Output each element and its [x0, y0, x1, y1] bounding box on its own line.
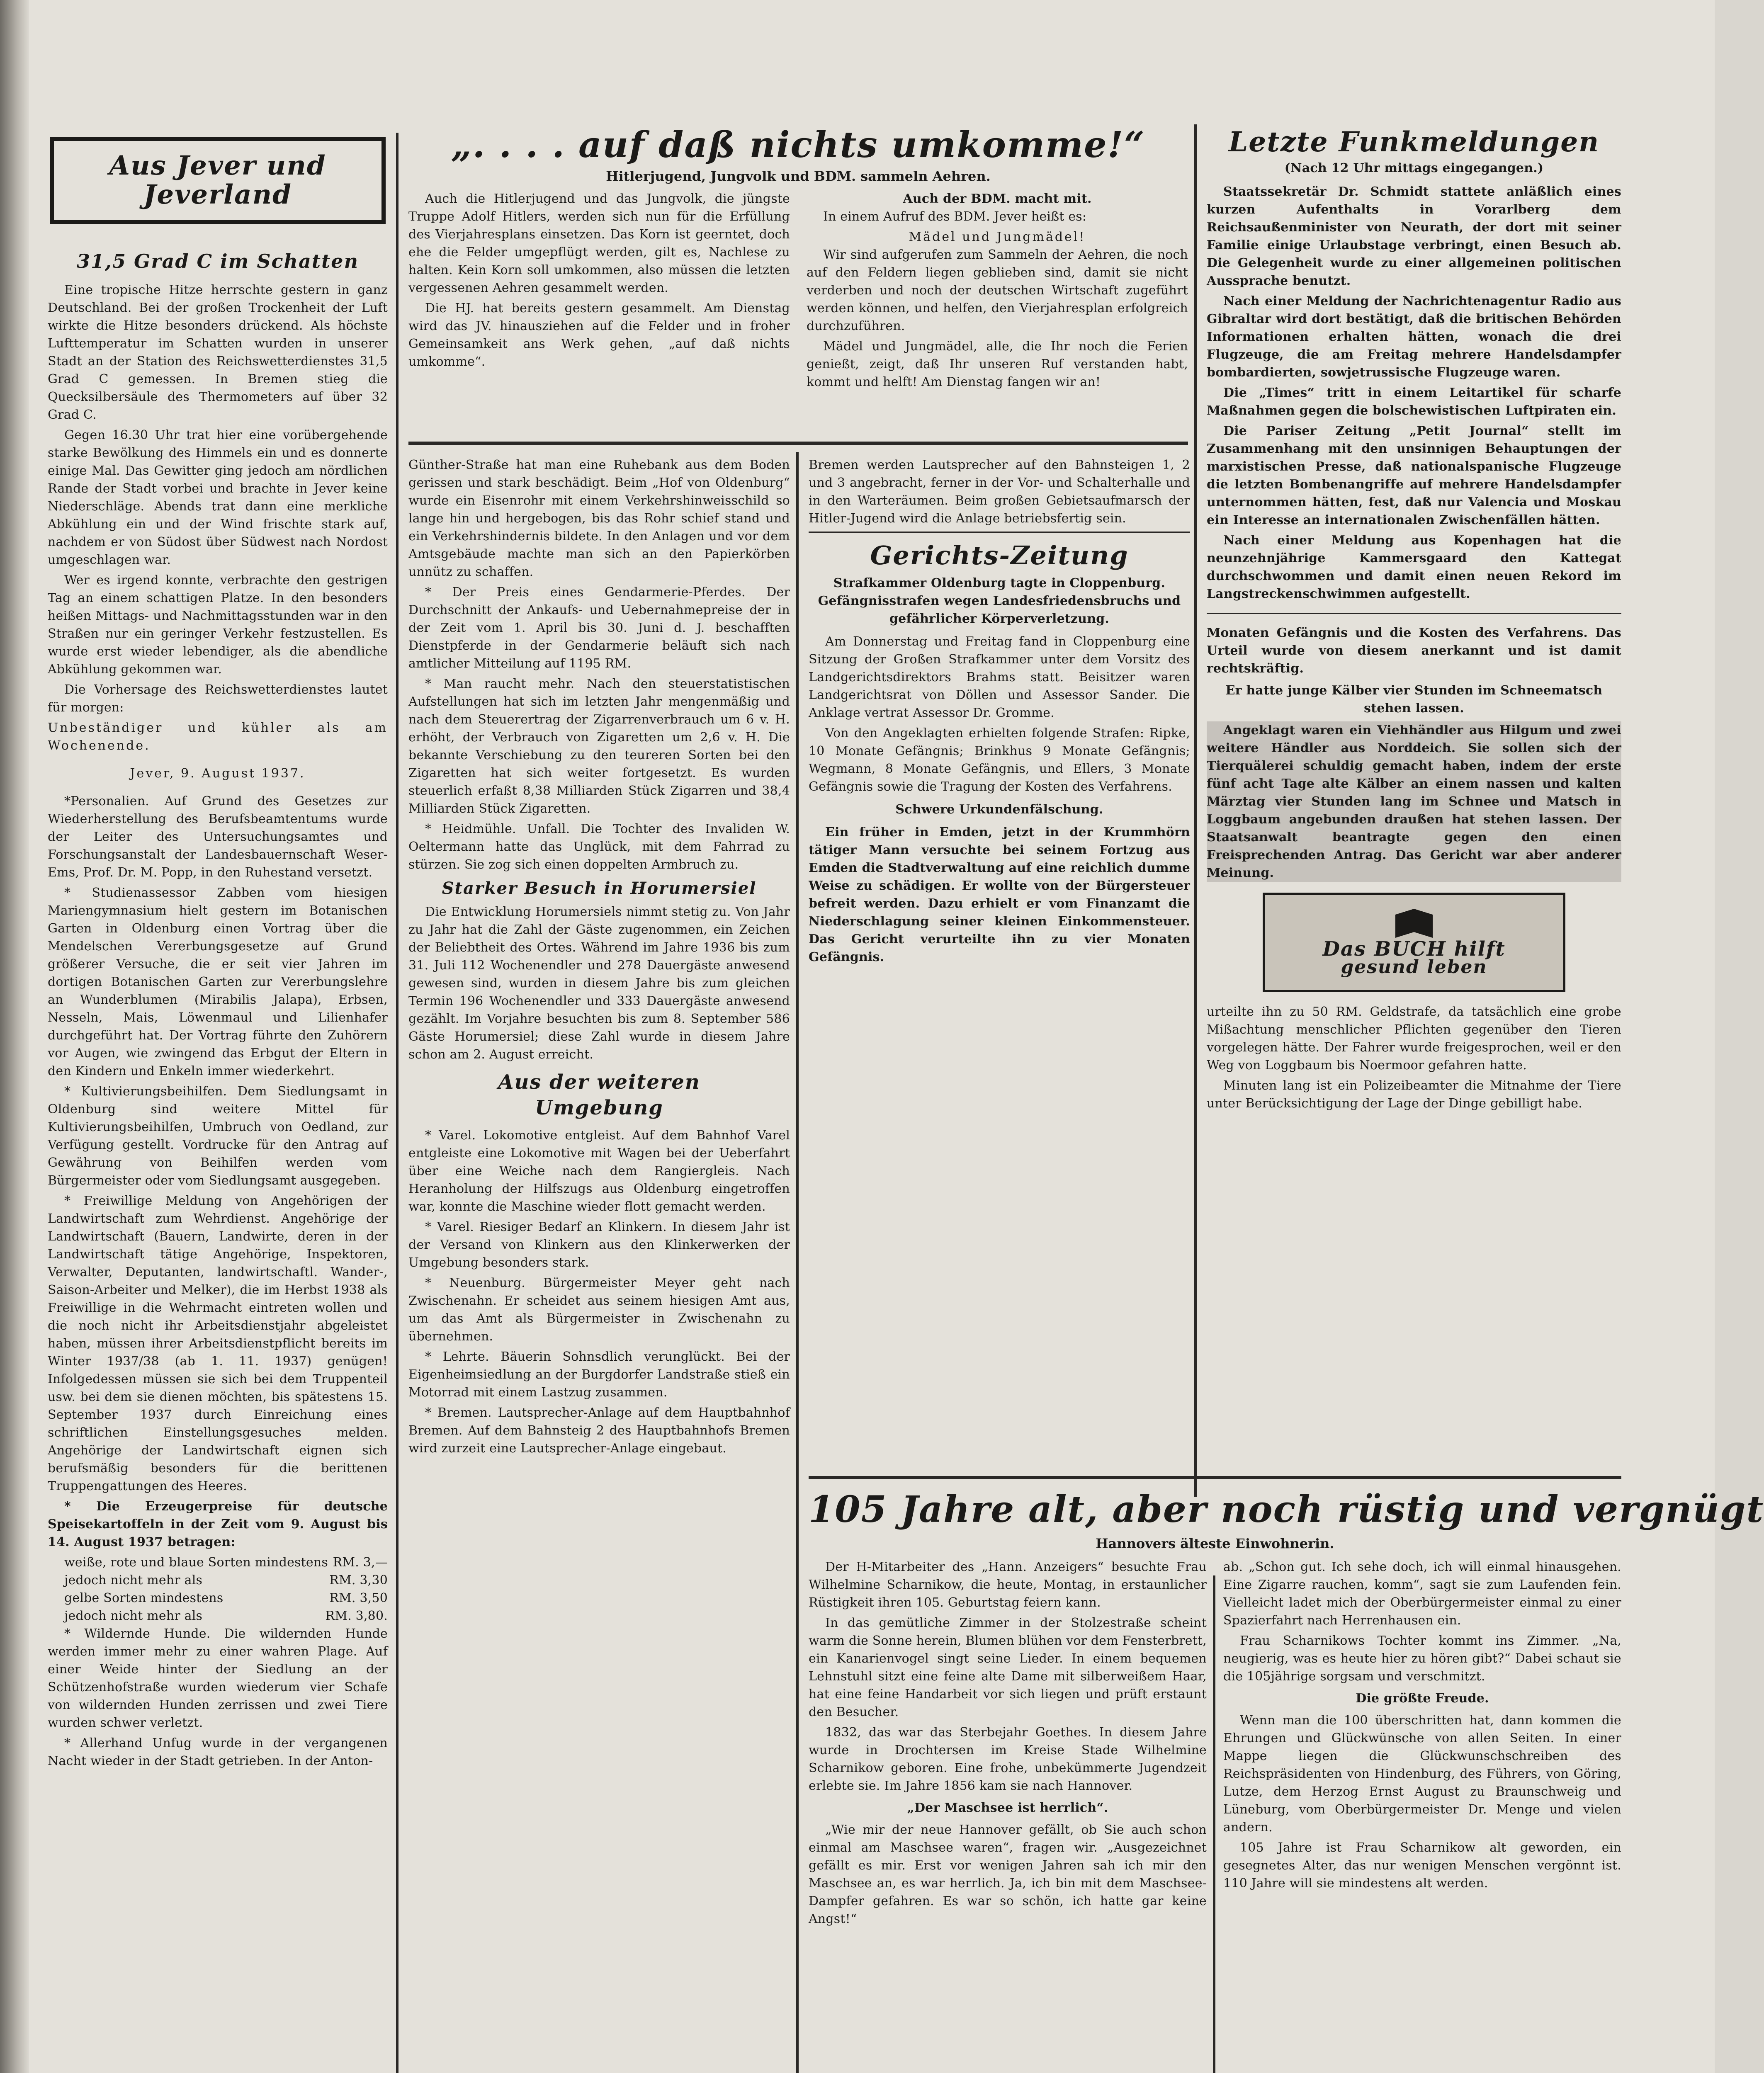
price-value: RM. 3,50 — [329, 1591, 388, 1605]
court-paragraph: Von den Angeklagten erhielten folgende Strafen: Ripke, 10 Monate Gefängnis; Brinkhus 9 Monate Gefängnis; Wegmann, 8 Monate Gefängnis, und Ellers, 3 Monate Gefängnis sowie die Tragung der Kosten des Verfahrens. — [809, 726, 1190, 794]
book-binding-edge — [0, 0, 29, 2073]
local-item: * Heidmühle. Unfall. Die Tochter des Invaliden W. Oeltermann hatte das Unglück, mit dem Fahrrad zu stürzen. Sie zog sich einen doppelten Armbruch zu. — [408, 822, 790, 872]
heat-headline: 31,5 Grad C im Schatten — [76, 250, 359, 272]
court-paragraph: Minuten lang ist ein Polizeibeamter die Mitnahme der Tiere unter Berücksichtigung der Lage der Dinge gebilligt habe. — [1207, 1078, 1621, 1111]
section-rule — [809, 1476, 1621, 1479]
divider — [1207, 613, 1621, 614]
news-flash: Nach einer Meldung der Nachrichtenagentur Radio aus Gibraltar wird dort bestätigt, daß die britischen Behörden Informationen erhalten hätten, wonach die drei Flugzeuge, die am Freitag mehrere Handelsdampfer bombardierten, sowjetrussische Flugzeuge waren. — [1207, 294, 1621, 380]
story-col-right — [807, 190, 1188, 393]
story-paragraph: Auch die Hitlerjugend und das Jungvolk, die jüngste Truppe Adolf Hitlers, werden sich nun für die Erfüllung des Vierjahresplans einsetzen. Das Korn ist geerntet, doch ehe die Felder umgepflügt werden, gilt es, Nachlese zu halten. Kein Korn soll umkommen, also müssen die letzten vergessenen Aehren gesammelt werden. — [408, 192, 790, 295]
section-headline: Letzte Funkmeldungen — [1228, 126, 1600, 158]
heat-paragraph: Gegen 16.30 Uhr trat hier eine vorübergehende starke Bewölkung des Himmels ein und es donnerte einige Mal. Das Gewitter ging jedoch am nördlichen Rande der Stadt vorbei und brachte in Jever keine Niederschläge. Abends trat dann eine merkliche Abkühlung ein und der Wind frischte stark auf, nachdem er von Südost über Südwest nach Nordost umgeschlagen war. — [48, 428, 388, 567]
story-headline: „. . . . auf daß nichts umkomme!“ — [451, 124, 1145, 166]
story-col-right — [1223, 1558, 1621, 1930]
story-paragraph: Der H-Mitarbeiter des „Hann. Anzeigers“ besuchte Frau Wilhelmine Scharnikow, die heute, Montag, in erstaunlicher Rüstigkeit ihren 105. Geburtstag feiern kann. — [809, 1560, 1207, 1610]
story-paragraph: ab. „Schon gut. Ich sehe doch, ich will einmal hinausgehen. Eine Zigarre rauchen, komm“, sagt sie zum Laufenden fein. Vielleicht ladet mich der Oberbürgermeister einmal zu einer Spazierfahrt nach Herrenhausen ein. — [1223, 1560, 1621, 1628]
dateline: Jever, 9. August 1937. — [130, 766, 306, 781]
column-rule — [1194, 124, 1197, 1497]
column-1 — [48, 249, 388, 2073]
heat-paragraph: Eine tropische Hitze herrschte gestern in ganz Deutschland. Bei der großen Trockenheit der Luft wirkte die Hitze besonders drückend. Als höchste Lufttemperatur im Schatten wurden in unserer Stadt an der Station des Reichswetterdienstes 31,5 Grad C gemessen. In Bremen stieg die Quecksilbersäule des Thermometers auf über 32 Grad C. — [48, 283, 388, 422]
advert-text: gesund leben — [1341, 956, 1487, 978]
section-headline: Gerichts-Zeitung — [870, 540, 1129, 570]
book-icon — [1395, 909, 1433, 938]
story-paragraph: Mädel und Jungmädel, alle, die Ihr noch die Ferien genießt, zeigt, daß Ihr unseren Ruf verstanden habt, kommt und helft! Am Dienstag fangen wir an! — [807, 339, 1188, 389]
section-subhead: Er hatte junge Kälber vier Stunden im Schneematsch stehen lassen. — [1225, 683, 1603, 716]
price-value: RM. 3,80. — [325, 1609, 388, 1623]
story-subhead: „Der Maschsee ist herrlich“. — [907, 1801, 1108, 1815]
center-top-story — [408, 124, 1188, 439]
story-subhead: Die größte Freude. — [1356, 1691, 1489, 1706]
price-row — [64, 1554, 388, 1571]
local-item: * Lehrte. Bäuerin Sohnsdlich verunglückt. Bei der Eigenheimsiedlung an der Burgdorfer Landstraße stieß ein Motorrad mit einem Lastzug zusammen. — [408, 1350, 790, 1400]
local-item: Bremen werden Lautsprecher auf den Bahnsteigen 1, 2 und 3 angebracht, ferner in der Vor- und Schalterhalle und in den Warteräumen. Beim großen Gebietsaufmarsch der Hitler-Jugend wird die Anlage betriebsfertig sein. — [809, 458, 1190, 526]
divider — [809, 532, 1190, 533]
story-paragraph: Wenn man die 100 überschritten hat, dann kommen die Ehrungen und Glückwünsche von allen Seiten. In einer Mappe liegen die Glückwunschschreiben des Reichspräsidenten von Hindenburg, des Führers, von Göring, Lutze, dem Herzog Ernst August zu Braunschweig und Lüneburg, vom Oberbürgermeister Dr. Menge und vielen andern. — [1223, 1713, 1621, 1835]
column-right — [1207, 124, 1621, 1497]
story-paragraph: 1832, das war das Sterbejahr Goethes. In diesem Jahre wurde in Drochtersen im Kreise Stade Wilhelmine Scharnikow geboren. Eine frohe, unbekümmerte Jugendzeit erlebte sie. Im Jahre 1856 kam sie nach Hannover. — [809, 1725, 1207, 1793]
local-item: * Varel. Lokomotive entgleist. Auf dem Bahnhof Varel entgleiste eine Lokomotive mit Wagen bei der Ueberfahrt über eine Weiche nach dem Rangiergleis. Nach Heranholung der Hilfszugs aus Oldenburg eingetroffen war, konnte die Maschine wieder flott gemacht werden. — [408, 1128, 790, 1214]
column-3 — [809, 456, 1190, 1517]
heat-paragraph: Die Vorhersage des Reichswetterdienstes lautet für morgen: — [48, 682, 388, 715]
section-subhead: Schwere Urkundenfälschung. — [895, 802, 1103, 817]
story-paragraph: „Wie mir der neue Hannover gefällt, ob Sie auch schon einmal am Maschsee waren“, fragen wir. „Ausgezeichnet gefällt es mir. Erst vor wenigen Jahren sah ich mir den Maschsee an, es war herrlich. Ja, ich bin mit dem Maschsee-Dampfer gefahren. Es war so schön, ich hatte gar keine Angst!“ — [809, 1823, 1207, 1926]
price-row — [64, 1607, 388, 1625]
price-value: RM. 3,— — [333, 1555, 388, 1570]
section-subhead: Gefängnisstrafen wegen Landesfriedensbruchs und gefährlicher Körperverletzung. — [818, 594, 1181, 626]
column-rule — [796, 452, 799, 2073]
local-item: * Freiwillige Meldung von Angehörigen der Landwirtschaft zum Wehrdienst. Angehörige der Landwirtschaft (Bauern, Landwirte, deren in der Landwirtschaft tätige Angehörige, Inspektoren, Verwalter, Deputanten, landwirtschaftl. Wander-, Saison-Arbeiter und Melker), die im Herbst 1938 als Freiwillige in die Wehrmacht eintreten wollen und die noch nicht ihr Arbeitsdienstjahr abgeleistet haben, müssen ihrer Arbeitsdienstpflicht bereits im Winter 1937/38 (ab 1. 11. 1937) genügen! Infolgedessen müssen sie sich bei dem Truppenteil usw. bei dem sie dienen möchten, bis spätestens 15. September 1937 durch Einreichung eines schriftlichen Einstellungsgesuches melden. Angehörige der Landwirtschaft eignen sich berufsmäßig besonders für die berittenen Truppengattungen des Heeres. — [48, 1194, 388, 1493]
price-row — [64, 1571, 388, 1589]
story-paragraph: Mädel und Jungmädel! — [909, 230, 1086, 244]
story-paragraph: 105 Jahre ist Frau Scharnikow alt geworden, ein gesegnetes Alter, das nur wenigen Menschen vergönnt ist. 110 Jahre will sie mindestens alt werden. — [1223, 1840, 1621, 1891]
court-paragraph: urteilte ihn zu 50 RM. Geldstrafe, da tatsächlich eine grobe Mißachtung menschlicher Pflichten gegenüber den Tieren vorgelegen hätte. Der Fahrer wurde freigesprochen, weil er den Weg von Loggbaum bis Noermoor gefahren hatte. — [1207, 1005, 1621, 1073]
local-item: * Bremen. Lautsprecher-Anlage auf dem Hauptbahnhof Bremen. Auf dem Bahnsteig 2 des Hauptbahnhofs Bremen wird zurzeit eine Lautsprecher-Anlage eingebaut. — [408, 1405, 790, 1456]
price-value: RM. 3,30 — [329, 1573, 388, 1588]
heat-forecast: Unbeständiger und kühler als am Wochenende. — [48, 721, 388, 753]
price-label: jedoch nicht mehr als — [64, 1609, 203, 1623]
local-item: * Studienassessor Zabben vom hiesigen Mariengymnasium hielt gestern im Botanischen Garten in Oldenburg einen Vortrag über die Mendelschen Vererbungsgesetze auf Grund größerer Versuche, die er seit vier Jahren im dortigen Botanischen Garten zur Vererbungslehre an Wunderblumen (Mirabilis Jalapa), Erbsen, Nesseln, Mais, Löwenmaul und Lilienhafer durchgeführt hat. Der Vortrag führte den Zuhörern vor Augen, wie zwingend das Erbgut der Eltern in den Kindern und Enkeln immer wiederkehrt. — [48, 886, 388, 1078]
book-advert — [1263, 893, 1565, 992]
story-headline: 105 Jahre alt, aber noch rüstig und vergnügt — [809, 1488, 1764, 1531]
advert-text: Das BUCH hilft — [1322, 937, 1506, 961]
court-paragraph: Ein früher in Emden, jetzt in der Krummhörn tätiger Mann versuchte bei seinem Fortzug aus Emden die Stadtverwaltung auf eine reichlich dumme Weise zu schädigen. Er wollte von der Bürgersteuer befreit werden. Dazu erhielt er vom Finanzamt die Niederschlagung seiner kleinen Einkommensteuer. Das Gericht verurteilte ihn zu vier Monaten Gefängnis. — [809, 825, 1190, 964]
story-col-left — [408, 190, 790, 393]
story-paragraph: In das gemütliche Zimmer in der Stolzestraße scheint warm die Sonne herein, Blumen blühen vor dem Fensterbrett, ein Kanarienvogel singt seine Lieder. In einem bequemen Lehnstuhl sitzt eine feine alte Dame mit silberweißem Haar, hat eine feine Handarbeit vor sich liegen und prüft erstaunt den Besucher. — [809, 1616, 1207, 1719]
local-item: * Neuenburg. Bürgermeister Meyer geht nach Zwischenahn. Er scheidet aus seinem hiesigen Amt aus, um das Amt als Bürgermeister in Zwischenahn zu übernehmen. — [408, 1276, 790, 1344]
local-item: * Die Erzeugerpreise für deutsche Speisekartoffeln in der Zeit vom 9. August bis 14. August 1937 betragen: — [48, 1499, 388, 1549]
local-item: * Allerhand Unfug wurde in der vergangenen Nacht wieder in der Stadt getrieben. In der Anton- — [48, 1736, 388, 1768]
story-subhead: Auch der BDM. macht mit. — [903, 192, 1092, 206]
news-flash: Nach einer Meldung aus Kopenhagen hat die neunzehnjährige Kammersgaard den Kattegat durchschwommen und damit einen neuen Rekord im Langstreckenschwimmen aufgestellt. — [1207, 533, 1621, 601]
section-headline: Aus der weiteren Umgebung — [498, 1070, 700, 1119]
local-item: Die Entwicklung Horumersiels nimmt stetig zu. Von Jahr zu Jahr hat die Zahl der Gäste zugenommen, ein Zeichen der Beliebtheit des Ortes. Während im Jahre 1936 bis zum 31. Juli 112 Wochenendler und 278 Dauergäste anwesend gewesen sind, wurden in diesem Jahre bis zum gleichen Termin 196 Wochenendler und 333 Dauergäste anwesend gezählt. Im Vorjahre besuchten bis zum 8. September 586 Gäste Horumersiel; diese Zahl wurde in diesem Jahre schon am 2. August erreicht. — [408, 905, 790, 1062]
news-flash: Die „Times“ tritt in einem Leitartikel für scharfe Maßnahmen gegen die bolschewistischen Luftpiraten ein. — [1207, 386, 1621, 418]
court-paragraph: Angeklagt waren ein Viehhändler aus Hilgum und zwei weitere Händler aus Norddeich. Sie sollen sich der Tierquälerei schuldig gemacht haben, indem der erste fünf acht Tage alte Kälber an einem nassen und kalten Märztag vier Stunden lang im Schnee und Matsch in Loggbaum angebunden draußen hat stehen lassen. Der Staatsanwalt beantragte gegen den einen Freisprechenden Antrag. Das Gericht war aber anderer Meinung. — [1207, 721, 1621, 882]
story-paragraph: Die HJ. hat bereits gestern gesammelt. Am Dienstag wird das JV. hinausziehen auf die Felder und in froher Gemeinsamkeit ans Werk gehen, „auf daß nichts umkomme“. — [408, 301, 790, 369]
local-item: * Varel. Riesiger Bedarf an Klinkern. In diesem Jahr ist der Versand von Klinkern aus den Klinkerwerken der Umgebung besonders stark. — [408, 1220, 790, 1270]
local-item: Günther-Straße hat man eine Ruhebank aus dem Boden gerissen und stark beschädigt. Beim „Hof von Oldenburg“ wurde ein Eisenrohr mit einem Verkehrshinweisschild so lange hin und hergebogen, bis das Rohr schief stand und ein Verkehrshindernis bildete. In den Anlagen und vor dem Amtsgebäude machte man sich an den Papierkörben unnütz zu schaffen. — [408, 458, 790, 579]
price-label: jedoch nicht mehr als — [64, 1573, 203, 1588]
masthead-box — [50, 137, 386, 224]
local-item: *Personalien. Auf Grund des Gesetzes zur Wiederherstellung des Berufsbeamtentums wurde der Leiter des Untersuchungsamtes und Forschungsanstalt der Landesbauernschaft Weser-Ems, Prof. Dr. M. Popp, in den Ruhestand versetzt. — [48, 794, 388, 880]
local-item: * Man raucht mehr. Nach den steuerstatistischen Aufstellungen hat sich im letzten Jahr mengenmäßig und nach dem Steuerertrag der Zigarrenverbrauch um 6 v. H. erhöht, der Verbrauch von Zigaretten um 2,6 v. H. Die bekannte Verschiebung zu den teureren Sorten bei den Zigaretten hat sich weiter fortgesetzt. Es wurden steuerlich erfaßt 8,38 Milliarden Stück Zigarren und 38,4 Milliarden Stück Zigaretten. — [408, 677, 790, 816]
column-rule — [396, 133, 398, 2073]
price-label: weiße, rote und blaue Sorten mindestens — [64, 1555, 328, 1570]
section-subhead: Strafkammer Oldenburg tagte in Cloppenburg. — [833, 576, 1166, 590]
price-table — [48, 1554, 388, 1625]
section-rule — [408, 442, 1188, 445]
news-flash: Die Pariser Zeitung „Petit Journal“ stellt im Zusammenhang mit den unsinnigen Behauptungen der marxistischen Presse, daß nationalspanische Flugzeuge die letzten Bombenangriffe auf mehrere Handelsdampfer unternommen hätten, fest, daß nur Valencia und Moskau ein Interesse an internationalen Zwischenfällen hätten. — [1207, 424, 1621, 527]
story-col-left — [809, 1558, 1207, 1930]
story-paragraph: In einem Aufruf des BDM. Jever heißt es: — [823, 209, 1087, 224]
story-subheadline: Hannovers älteste Einwohnerin. — [1096, 1536, 1334, 1551]
price-row — [64, 1589, 388, 1607]
section-headline: Starker Besuch in Horumersiel — [442, 879, 757, 898]
column-2 — [408, 456, 790, 2073]
court-paragraph: Monaten Gefängnis und die Kosten des Verfahrens. Das Urteil wurde von diesem anerkannt und ist damit rechtskräftig. — [1207, 626, 1621, 676]
section-subhead: (Nach 12 Uhr mittags eingegangen.) — [1284, 161, 1544, 175]
story-subheadline: Hitlerjugend, Jungvolk und BDM. sammeln Aehren. — [606, 168, 991, 184]
story-columns — [408, 190, 1188, 393]
story-paragraph: Frau Scharnikows Tochter kommt ins Zimmer. „Na, neugierig, was es heute hier zu hören gibt?“ Dabei schaut sie die 105jährige sorgsam und verschmitzt. — [1223, 1634, 1621, 1684]
column-rule — [1213, 1575, 1215, 2073]
masthead-title: Aus Jever und Jeverland — [109, 150, 326, 210]
local-item: * Der Preis eines Gendarmerie-Pferdes. Der Durchschnitt der Ankaufs- und Uebernahmepreise der in der Zeit vom 1. April bis 30. Juni d. J. beschafften Dienstpferde in der Gendarmerie beläuft sich nach amtlicher Mitteilung auf 1195 RM. — [408, 585, 790, 671]
heat-paragraph: Wer es irgend konnte, verbrachte den gestrigen Tag an einem schattigen Platze. In den besonders heißen Mittags- und Nachmittagsstunden war in den Straßen nur ein geringer Verkehr festzustellen. Es wurde erst wieder lebendiger, als die abendliche Abkühlung gekommen war. — [48, 573, 388, 677]
story-paragraph: Wir sind aufgerufen zum Sammeln der Aehren, die noch auf den Feldern liegen geblieben sind, damit sie nicht verderben und noch der deutschen Wirtschaft zugeführt werden können, und helfen, den Vierjahresplan erfolgreich durchzuführen. — [807, 248, 1188, 333]
local-item: * Kultivierungsbeihilfen. Dem Siedlungsamt in Oldenburg sind weitere Mittel für Kultivierungsbeihilfen, Umbruch von Oedland, zur Verfügung gestellt. Vordrucke für den Antrag auf Gewährung von Beihilfen werden vom Bürgermeister oder vom Siedlungsamt ausgegeben. — [48, 1084, 388, 1188]
price-label: gelbe Sorten mindestens — [64, 1591, 224, 1605]
news-flash: Staatssekretär Dr. Schmidt stattete anläßlich eines kurzen Aufenthalts in Vorarlberg dem Reichsaußenminister von Neurath, der dort mit seiner Familie einige Urlaubstage verbringt, einen Besuch ab. Die Gelegenheit wurde zu einer allgemeinen politischen Aussprache benutzt. — [1207, 184, 1621, 288]
court-paragraph: Am Donnerstag und Freitag fand in Cloppenburg eine Sitzung der Großen Strafkammer unter dem Vorsitz des Landgerichtsdirektors Brahms statt. Beisitzer waren Landgerichtsrat von Döllen und Assessor Sander. Die Anklage vertrat Assessor Dr. Gromme. — [809, 634, 1190, 720]
local-item: * Wildernde Hunde. Die wildernden Hunde werden immer mehr zu einer wahren Plage. Auf einer Weide hinter der Siedlung an der Schützenhofstraße wurden wiederum vier Schafe von wildernden Hunden zerrissen und zwei Tiere wurden schwer verletzt. — [48, 1626, 388, 1730]
